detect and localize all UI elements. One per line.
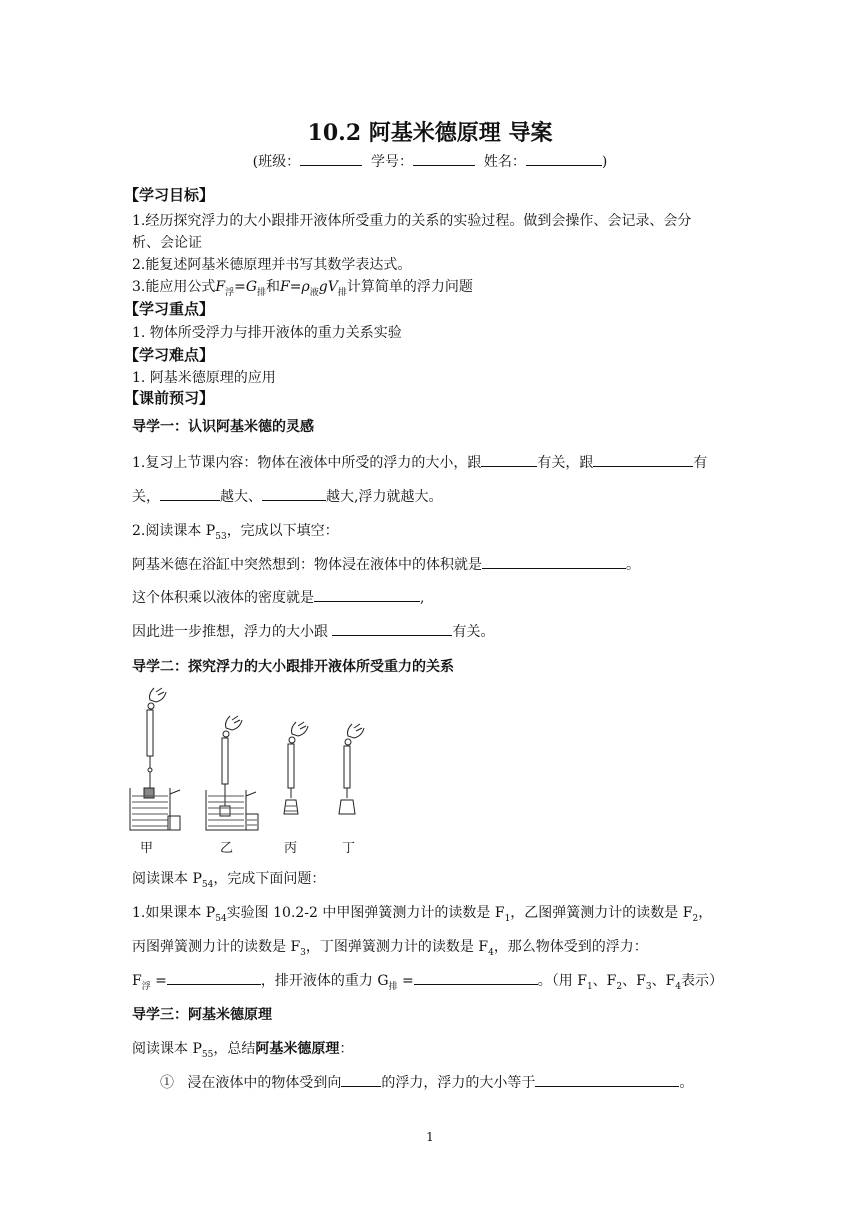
blank[interactable] — [314, 587, 420, 602]
guide1-q3: 阿基米德在浴缸中突然想到：物体浸在液体中的体积就是 。 — [132, 554, 640, 574]
guide2-q1-line2: 丙图弹簧测力计的读数是 $F_3$，丁图弹簧测力计的读数是 $F_4$，那么物体受到的浮力： — [132, 939, 648, 958]
figure-yi-beaker — [206, 790, 258, 830]
guide3-item-1: ① 浸在液体中的物体受到向 的浮力，浮力的大小等于 。 — [160, 1072, 693, 1092]
experiment-figure — [126, 684, 376, 856]
figure-bing-spring-scale — [284, 722, 308, 814]
document-title: 10.2 阿基米德原理 导案 — [307, 120, 553, 146]
page-number: 1 — [426, 1130, 434, 1144]
figure-label-jia: 甲 — [140, 841, 154, 856]
student-info-line: (班级： 学号： 姓名： ) — [0, 151, 860, 171]
figure-label-ding: 丁 — [342, 841, 356, 856]
guide3-heading: 导学三：阿基米德原理 — [132, 1007, 272, 1023]
guide2-read: 阅读课本 $P_{54}$，完成下面问题： — [132, 871, 326, 890]
section-difficult: 【学习难点】 — [124, 346, 215, 364]
figure-jia-beaker — [130, 788, 180, 830]
guide1-heading: 导学一：认识阿基米德的灵感 — [132, 419, 314, 435]
blank[interactable] — [262, 486, 326, 501]
class-blank[interactable] — [300, 151, 362, 166]
name-blank[interactable] — [526, 151, 602, 166]
guide2-formula-line: $F_浮$ = ，排开液体的重力 $G_排$ = 。（用 $F_1$、$F_2$、$F_3$、$F_4$表示） — [132, 970, 723, 992]
student-no-blank[interactable] — [413, 151, 475, 166]
blank[interactable] — [160, 486, 220, 501]
difficult-point: 1. 阿基米德原理的应用 — [132, 370, 276, 386]
figure-ding-spring-scale — [339, 724, 364, 814]
figure-label-yi: 乙 — [220, 841, 234, 856]
guide1-q5: 因此进一步推想，浮力的大小跟 有关。 — [132, 621, 494, 641]
goal-1b: 析、会论证 — [132, 235, 202, 251]
goal-2: 2.能复述阿基米德原理并书写其数学表达式。 — [132, 257, 412, 273]
section-preview: 【课前预习】 — [124, 389, 215, 407]
goal-1a: 1.经历探究浮力的大小跟排开液体所受重力的关系的实验过程。做到会操作、会记录、会分 — [132, 213, 692, 229]
blank[interactable] — [481, 452, 537, 467]
displaced-weight-blank[interactable] — [414, 970, 538, 985]
key-point: 1. 物体所受浮力与排开液体的重力关系实验 — [132, 325, 402, 341]
blank[interactable] — [332, 621, 452, 636]
direction-blank[interactable] — [341, 1072, 381, 1087]
equals-blank[interactable] — [535, 1072, 679, 1087]
guide3-read: 阅读课本 $P_{55}$，总结阿基米德原理： — [132, 1041, 354, 1060]
blank[interactable] — [482, 554, 626, 569]
guide2-q1-line1: 1.如果课本 $P_{54}$实验图 10.2-2 中甲图弹簧测力计的读数是 $F_1$，乙图弹簧测力计的读数是 $F_2$， — [132, 905, 713, 924]
section-key: 【学习重点】 — [124, 300, 215, 318]
buoyancy-blank[interactable] — [167, 970, 261, 985]
guide1-q1-line2: 关， 越大、 越大,浮力就越大。 — [132, 486, 442, 506]
figure-jia-spring-scale — [144, 688, 166, 798]
section-goals: 【学习目标】 — [124, 186, 215, 204]
figure-yi-spring-scale — [220, 716, 242, 816]
guide1-q1-line1: 1.复习上节课内容：物体在液体中所受的浮力的大小，跟 有关，跟 有 — [132, 452, 707, 472]
figure-label-bing: 丙 — [284, 841, 298, 856]
guide2-heading: 导学二：探究浮力的大小跟排开液体所受重力的关系 — [132, 659, 454, 675]
guide1-q2: 2.阅读课本 $P_{53}$，完成以下填空： — [132, 523, 339, 542]
blank[interactable] — [593, 452, 693, 467]
goal-3: 3.能应用公式$F_浮=G_排$和$F=\rho_液gV_排$计算简单的浮力问题 — [132, 279, 473, 298]
guide1-q4: 这个体积乘以液体的密度就是 , — [132, 587, 424, 607]
